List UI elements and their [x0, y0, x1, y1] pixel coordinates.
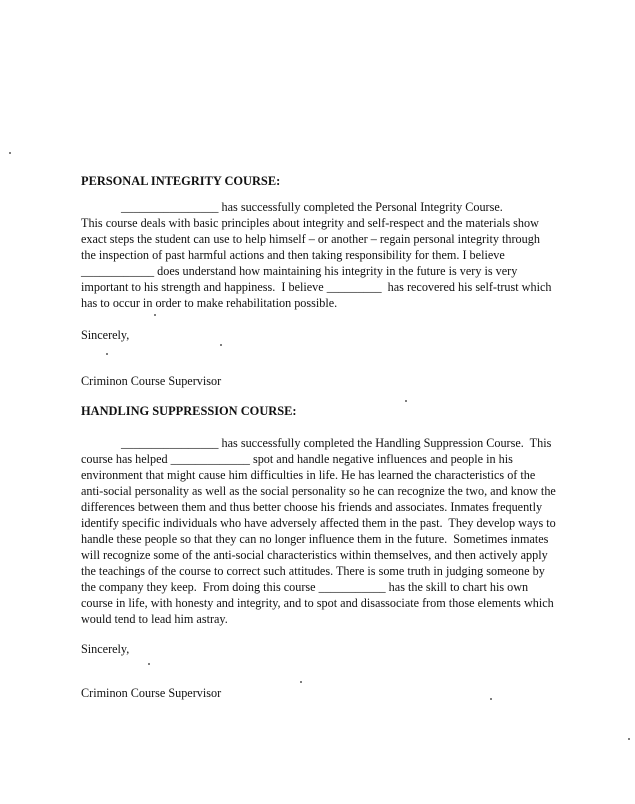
- scan-speck: [628, 738, 630, 740]
- section2-line-3: environment that might cause him difficulties in life. He has learned the characteristics of the: [81, 468, 536, 482]
- section2-heading: HANDLING SUPPRESSION COURSE:: [81, 404, 297, 418]
- section1-line-4: the inspection of past harmful actions and then taking responsibility for them. I believe: [81, 248, 505, 262]
- section2-line-10: the company they keep. From doing this course ___________ has the skill to chart his own: [81, 580, 529, 594]
- section2-signature: Criminon Course Supervisor: [81, 686, 222, 700]
- section2-closing: Sincerely,: [81, 642, 130, 656]
- section2-line-9: the teachings of the course to correct such attitudes. There is some truth in judging someone by: [81, 564, 545, 578]
- section2-line-1: ________________ has successfully completed the Handling Suppression Course. This: [121, 436, 552, 450]
- scan-speck: [405, 400, 407, 402]
- section1-line-1: ________________ has successfully completed the Personal Integrity Course.: [121, 200, 503, 214]
- section1-line-7: has to occur in order to make rehabilitation possible.: [81, 296, 338, 310]
- section1-closing: Sincerely,: [81, 328, 130, 342]
- scan-speck: [106, 353, 108, 355]
- section2-line-8: will recognize some of the anti-social characteristics within themselves, and then actively apply: [81, 548, 548, 562]
- section1-line-2: This course deals with basic principles about integrity and self-respect and the materials show: [81, 216, 539, 230]
- scan-speck: [220, 344, 222, 346]
- section1-line-3: exact steps the student can use to help himself – or another – regain personal integrity through: [81, 232, 540, 246]
- section2-line-7: handle these people so that they can no longer influence them in the future. Sometimes inmates: [81, 532, 549, 546]
- section2-line-6: identify specific individuals who have adversely affected them in the past. They develop ways to: [81, 516, 556, 530]
- section2-line-11: course in life, with honesty and integrity, and to spot and disassociate from those elements which: [81, 596, 554, 610]
- section2-line-2: course has helped _____________ spot and handle negative influences and people in his: [81, 452, 513, 466]
- section1-line-6: important to his strength and happiness. I believe _________ has recovered his self-trust which: [81, 280, 552, 294]
- scan-speck: [148, 663, 150, 665]
- section1-heading: PERSONAL INTEGRITY COURSE:: [81, 174, 281, 188]
- section2-line-12: would tend to lead him astray.: [81, 612, 228, 626]
- section1-signature: Criminon Course Supervisor: [81, 374, 222, 388]
- section1-line-5: ____________ does understand how maintaining his integrity in the future is very is very: [81, 264, 518, 278]
- scan-speck: [300, 681, 302, 683]
- scan-speck: [490, 698, 492, 700]
- scan-speck: [154, 314, 156, 316]
- section2-line-5: differences between them and thus better choose his friends and associates. Inmates frequently: [81, 500, 543, 514]
- scan-speck: [9, 152, 11, 154]
- section2-line-4: anti-social personality as well as the social personality so he can recognize the two, and know the: [81, 484, 556, 498]
